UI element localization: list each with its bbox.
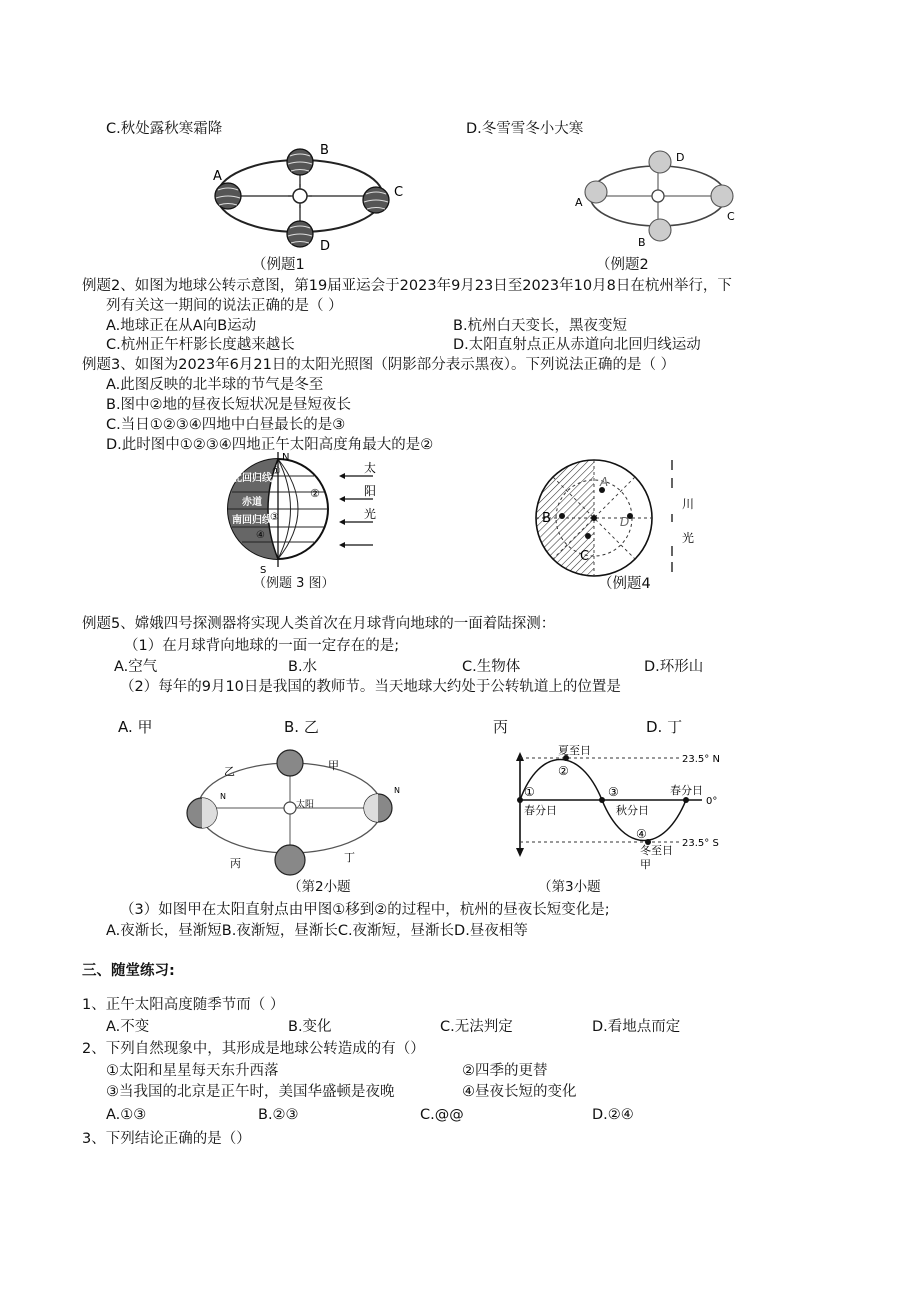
s3-q3: 3、下列结论正确的是（） — [82, 1131, 251, 1147]
q2-option-c[interactable]: C.杭州正午杆影长度越来越长 — [106, 337, 295, 353]
fig4-label-b: B — [542, 511, 551, 526]
fig3-tropic-s: 南回归线 — [232, 515, 272, 526]
option-c-top: C.秋处露秋寒霜降 — [106, 121, 223, 137]
fig2-label-a: A — [575, 196, 583, 209]
q5-part2-a[interactable]: A. 甲 — [118, 718, 153, 736]
s3-q2-b[interactable]: B.②③ — [258, 1107, 299, 1123]
fig6-mark-4: ④ — [636, 827, 647, 841]
fig1-label-d: D — [320, 239, 331, 254]
fig4-side-1: 川 — [682, 497, 695, 511]
q5-part1-b[interactable]: B.水 — [288, 659, 318, 675]
q5-stem: 例题5、嫦娥四号探测器将实现人类首次在月球背向地球的一面着陆探测： — [82, 616, 556, 632]
fig4-label-c: C — [580, 549, 590, 564]
fig4-caption: （例题4 — [598, 576, 651, 592]
fig2-label-c: C — [727, 210, 735, 223]
fig3-n: N — [282, 452, 290, 463]
q5-part2-b[interactable]: B. 乙 — [284, 718, 319, 736]
fig6-spring-2: 春分日 — [670, 784, 703, 797]
s3-q1-c[interactable]: C.无法判定 — [440, 1019, 513, 1035]
q2-option-a[interactable]: A.地球正在从A向B运动 — [106, 318, 257, 334]
fig1-label-c: C — [394, 185, 404, 200]
fig5-jia: 甲 — [328, 759, 339, 772]
fig5-caption: （第2小题 — [288, 879, 351, 895]
q2-option-d[interactable]: D.太阳直射点正从赤道向北回归线运动 — [453, 337, 701, 353]
s3-q1-d[interactable]: D.看地点而定 — [592, 1019, 681, 1035]
q5-part2-c[interactable]: 丙 — [493, 718, 509, 736]
fig6-lat-s: 23.5° S — [682, 838, 719, 849]
q3-option-b[interactable]: B.图中②地的昼夜长短状况是昼短夜长 — [106, 397, 352, 413]
fig5-yi: 乙 — [224, 765, 235, 778]
q3-option-d[interactable]: D.此时图中①②③④四地正午太阳高度角最大的是② — [106, 437, 434, 453]
q5-part1: （1）在月球背向地球的一面一定存在的是; — [124, 638, 400, 654]
q5-part1-d[interactable]: D.环形山 — [644, 659, 704, 675]
fig6-mark-1: ① — [524, 785, 535, 799]
q5-part1-c[interactable]: C.生物体 — [462, 659, 521, 675]
fig3-point-3: ③ — [270, 512, 279, 523]
q3-option-c[interactable]: C.当日①②③④四地中白昼最长的是③ — [106, 417, 346, 433]
fig2-label-d: D — [676, 151, 685, 164]
fig3-caption: （例题 3 图） — [253, 576, 335, 591]
fig4-label-a: A — [600, 475, 609, 489]
figure-example-2 — [570, 148, 750, 248]
fig2-caption: （例题2 — [596, 257, 649, 273]
figure-question-2-orbit — [180, 745, 405, 880]
figure-example-4 — [522, 456, 712, 576]
s3-q2: 2、下列自然现象中，其形成是地球公转造成的有（） — [82, 1041, 425, 1057]
q2-stem-line2: 列有关这一期间的说法正确的是（ ） — [106, 298, 343, 314]
fig5-ding: 丁 — [344, 851, 355, 864]
q5-part2: （2）每年的9月10日是我国的教师节。当天地球大约处于公转轨道上的位置是 — [120, 679, 621, 695]
s3-q2-item-3: ③当我国的北京是正午时，美国华盛顿是夜晚 — [106, 1084, 395, 1100]
fig3-point-4: ④ — [256, 530, 265, 541]
fig5-bing: 丙 — [230, 857, 241, 870]
figure-example-1 — [200, 138, 420, 258]
s3-q1: 1、正午太阳高度随季节而（ ） — [82, 997, 285, 1013]
fig6-spring-1: 春分日 — [524, 804, 557, 817]
fig3-sun-1: 太 — [364, 461, 377, 475]
figure-question-3-curve — [510, 742, 740, 872]
fig6-lat-n: 23.5° N — [682, 754, 720, 765]
fig3-point-2: ② — [310, 487, 320, 500]
fig1-label-a: A — [213, 169, 222, 184]
q2-stem-line1: 例题2、如图为地球公转示意图，第19届亚运会于2023年9月23日至2023年10月8日在杭州举行，下 — [82, 278, 732, 294]
s3-q2-c[interactable]: C.@@ — [420, 1107, 464, 1123]
fig5-n-right: N — [394, 786, 400, 795]
q5-part3-options[interactable]: A.夜渐长，昼渐短B.夜渐短，昼渐长C.夜渐短，昼渐长D.昼夜相等 — [106, 923, 528, 939]
fig3-sun-3: 光 — [364, 507, 377, 521]
fig6-mark-3: ③ — [608, 785, 619, 799]
q3-option-a[interactable]: A.此图反映的北半球的节气是冬至 — [106, 377, 324, 393]
fig3-point-1: ① — [272, 466, 281, 477]
fig5-sun: 太阳 — [296, 800, 315, 810]
fig6-lat-0: 0° — [706, 796, 718, 807]
fig1-label-b: B — [320, 143, 329, 158]
fig2-label-b: B — [638, 236, 646, 249]
fig6-winter: 冬至日 — [640, 844, 673, 857]
fig3-tropic-n: 北回归线 — [232, 473, 272, 484]
fig4-label-d: D — [620, 515, 630, 529]
q2-option-b[interactable]: B.杭州白天变长，黑夜变短 — [453, 318, 628, 334]
fig5-n-left: N — [220, 792, 226, 801]
option-d-top: D.冬雪雪冬小大寒 — [466, 121, 584, 137]
figure-example-3 — [218, 452, 388, 577]
s3-q2-d[interactable]: D.②④ — [592, 1107, 634, 1123]
s3-q2-item-2: ②四季的更替 — [462, 1063, 548, 1079]
q5-part3: （3）如图甲在太阳直射点由甲图①移到②的过程中，杭州的昼夜长短变化是; — [120, 902, 610, 918]
fig6-summer: 夏至日 — [558, 744, 591, 757]
s3-q1-a[interactable]: A.不变 — [106, 1019, 150, 1035]
section-3-title: 三、随堂练习: — [82, 963, 175, 979]
s3-q2-a[interactable]: A.①③ — [106, 1107, 147, 1123]
fig6-caption: （第3小题 — [538, 879, 601, 895]
fig4-side-2: 光 — [682, 531, 695, 545]
fig1-caption: （例题1 — [252, 257, 305, 273]
fig6-jia: 甲 — [640, 858, 651, 871]
fig3-equator: 赤道 — [242, 497, 262, 508]
fig3-sun-2: 阳 — [364, 484, 377, 498]
fig3-s: S — [260, 565, 267, 576]
s3-q2-item-4: ④昼夜长短的变化 — [462, 1084, 577, 1100]
fig6-mark-2: ② — [558, 764, 569, 778]
s3-q2-item-1: ①太阳和星星每天东升西落 — [106, 1063, 279, 1079]
q5-part1-a[interactable]: A.空气 — [114, 659, 158, 675]
fig6-autumn: 秋分日 — [616, 804, 649, 817]
q5-part2-d[interactable]: D. 丁 — [646, 718, 683, 736]
s3-q1-b[interactable]: B.变化 — [288, 1019, 332, 1035]
q3-stem: 例题3、如图为2023年6月21日的太阳光照图（阴影部分表示黑夜）。下列说法正确的是（ ） — [82, 357, 676, 373]
